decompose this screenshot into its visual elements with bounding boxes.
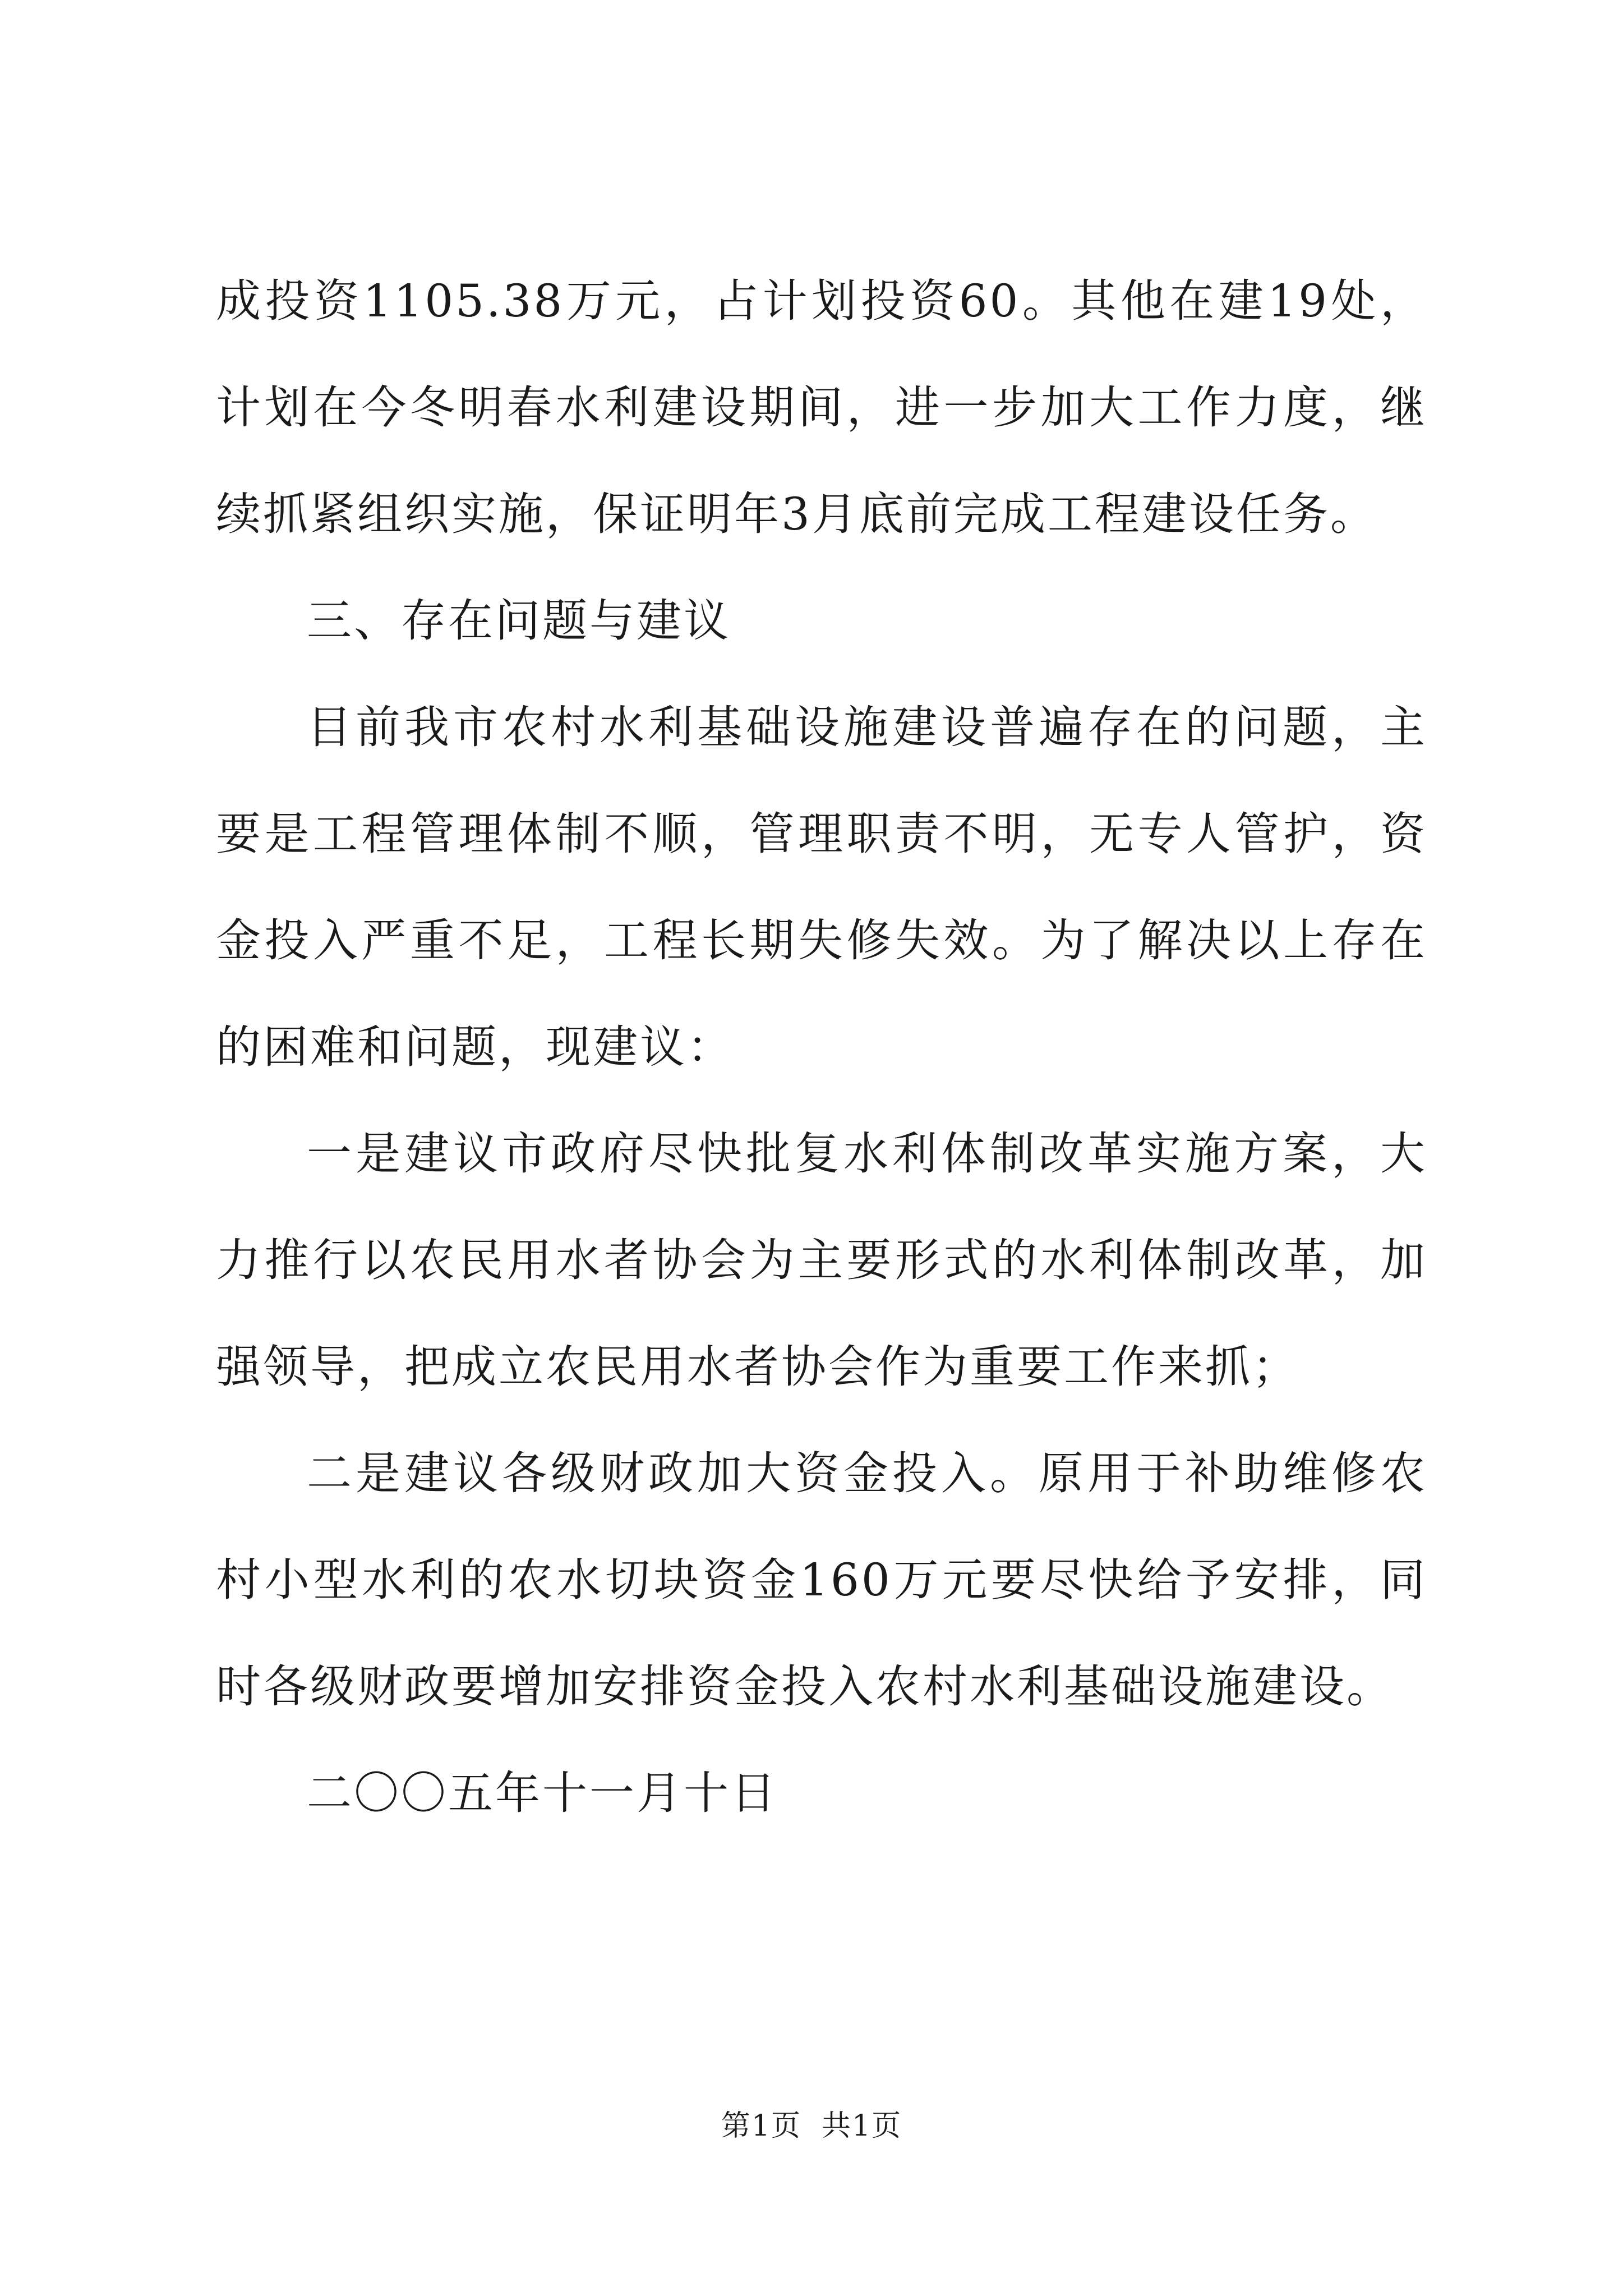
paragraph-suggestion-two: 二是建议各级财政加大资金投入。原用于补助维修农村小型水利的农水切块资金160万元要尽快给予安排，同时各级财政要增加安排资金投入农村水利基础设施建设。 <box>216 1447 1427 1713</box>
document-date: 二〇〇五年十一月十日 <box>307 1767 778 1819</box>
page-total: 共1页 <box>822 2109 902 2143</box>
paragraph-progress: 成投资1105.38万元，占计划投资60。其他在建19处，计划在今冬明春水利建设期间，进一步加大工作力度，继续抓紧组织实施，保证明年3月底前完成工程建设任务。 <box>216 275 1427 540</box>
page-footer <box>0 2104 1623 2148</box>
paragraph-problems: 目前我市农村水利基础设施建设普遍存在的问题，主要是工程管理体制不顺，管理职责不明，无专人管护，资金投入严重不足，工程长期失修失效。为了解决以上存在的困难和问题，现建议： <box>216 701 1427 1073</box>
page-number: 第1页 <box>721 2109 801 2143</box>
section-heading: 三、存在问题与建议 <box>307 595 731 647</box>
document-body <box>216 248 1427 1847</box>
paragraph-suggestion-one: 一是建议市政府尽快批复水利体制改革实施方案，大力推行以农民用水者协会为主要形式的水利体制改革，加强领导，把成立农民用水者协会作为重要工作来抓； <box>216 1128 1427 1393</box>
